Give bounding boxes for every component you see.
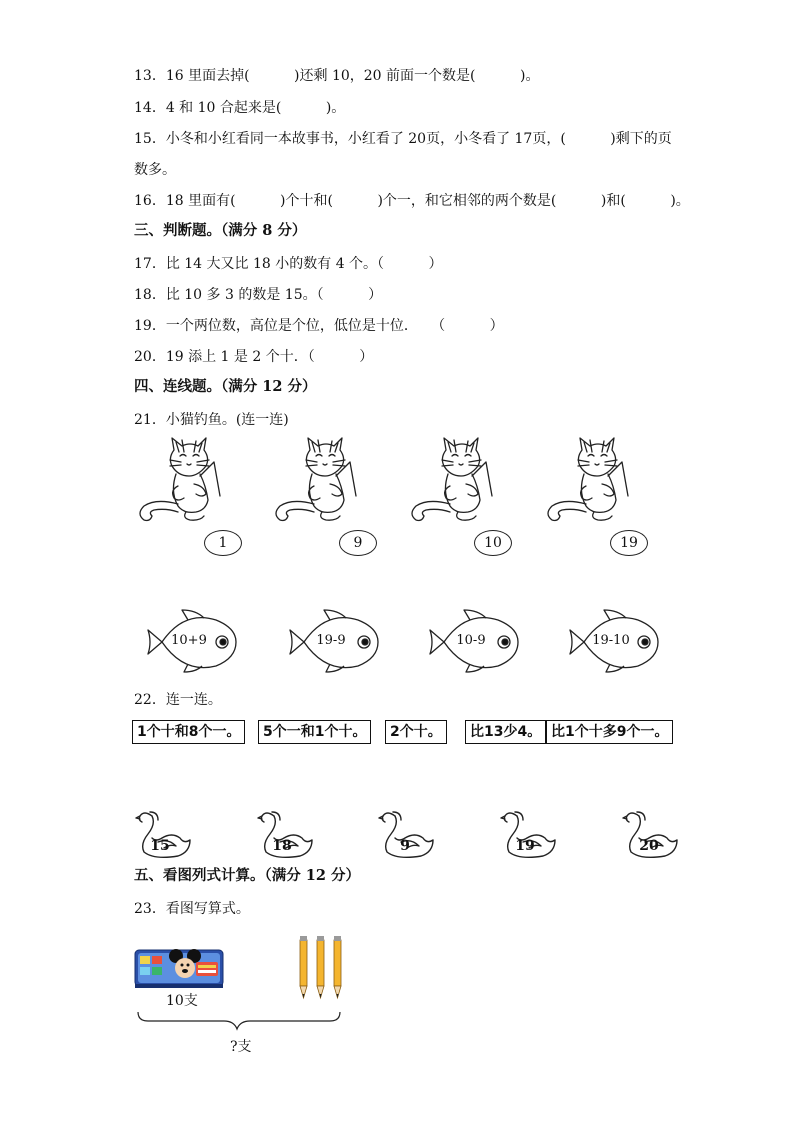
box-2[interactable]: 5个一和1个十。 [258,720,371,744]
cat-3 [406,436,506,531]
swan-number: 19 [515,838,535,854]
fish-4[interactable] [566,600,662,680]
cat-icon [270,436,370,531]
swan-2[interactable] [256,808,316,860]
section-5-heading: 五、看图列式计算。（满分 12 分） [134,867,361,884]
cat-number-10[interactable]: 10 [474,530,512,556]
question-17: 17．比 14 大又比 18 小的数有 4 个。（ ） [134,256,443,272]
cat-2 [270,436,370,531]
box-4[interactable]: 比13少4。 [465,720,546,744]
swan-3[interactable] [377,808,437,860]
question-18: 18．比 10 多 3 的数是 15。（ ） [134,287,383,303]
swans-row [0,808,794,868]
question-21: 21．小猫钓鱼。(连一连) [134,412,289,428]
question-15-line2: 数多。 [134,162,176,178]
fish-2[interactable] [286,600,382,680]
swan-1[interactable] [134,808,194,860]
pencil-icon [317,936,324,998]
swan-5[interactable] [621,808,681,860]
box-5[interactable]: 比1个十多9个一。 [546,720,673,744]
pencil-figure [134,934,364,1059]
cat-number-9[interactable]: 9 [339,530,377,556]
box-1[interactable]: 1个十和8个一。 [132,720,245,744]
cat-1 [134,436,234,531]
section-4-heading: 四、连线题。（满分 12 分） [134,378,317,395]
fishes-row [134,600,674,685]
pencil-box-label: 10支 [166,993,198,1009]
swan-number: 20 [639,838,659,854]
pencil-icon [334,936,341,998]
question-22: 22．连一连。 [134,692,222,708]
box-3[interactable]: 2个十。 [385,720,447,744]
cat-number-1[interactable]: 1 [204,530,242,556]
section-3-heading: 三、判断题。（满分 8 分） [134,222,307,239]
swan-4[interactable] [499,808,559,860]
total-label: ?支 [230,1039,252,1055]
fish-expression: 10+9 [171,633,207,648]
cat-icon [134,436,234,531]
question-19: 19．一个两位数，高位是个位，低位是十位． （ ） [134,318,504,334]
fish-expression: 19-9 [316,633,346,648]
brace-icon [138,1012,340,1029]
pencil-box-icon [135,949,223,988]
cats-row [134,436,654,566]
cat-4 [542,436,642,531]
question-23: 23．看图写算式。 [134,901,250,917]
cat-icon [406,436,506,531]
fish-3[interactable] [426,600,522,680]
cat-icon [542,436,642,531]
swan-number: 15 [150,838,170,854]
question-13: 13．16 里面去掉( )还剩 10，20 前面一个数是( )。 [134,68,540,84]
swan-number: 18 [272,838,292,854]
question-16: 16．18 里面有( )个十和( )个一，和它相邻的两个数是( )和( )。 [134,193,690,209]
question-15-line1: 15．小冬和小红看同一本故事书，小红看了 20页，小冬看了 17页，( )剩下的页 [134,131,672,147]
fish-expression: 10-9 [456,633,486,648]
fish-expression: 19-10 [592,633,630,648]
pencil-icon [300,936,307,998]
fish-1[interactable] [144,600,240,680]
cat-number-19[interactable]: 19 [610,530,648,556]
question-20: 20．19 添上 1 是 2 个十．（ ） [134,349,374,365]
question-14: 14．4 和 10 合起来是( )。 [134,100,346,116]
swan-number: 9 [400,838,410,854]
